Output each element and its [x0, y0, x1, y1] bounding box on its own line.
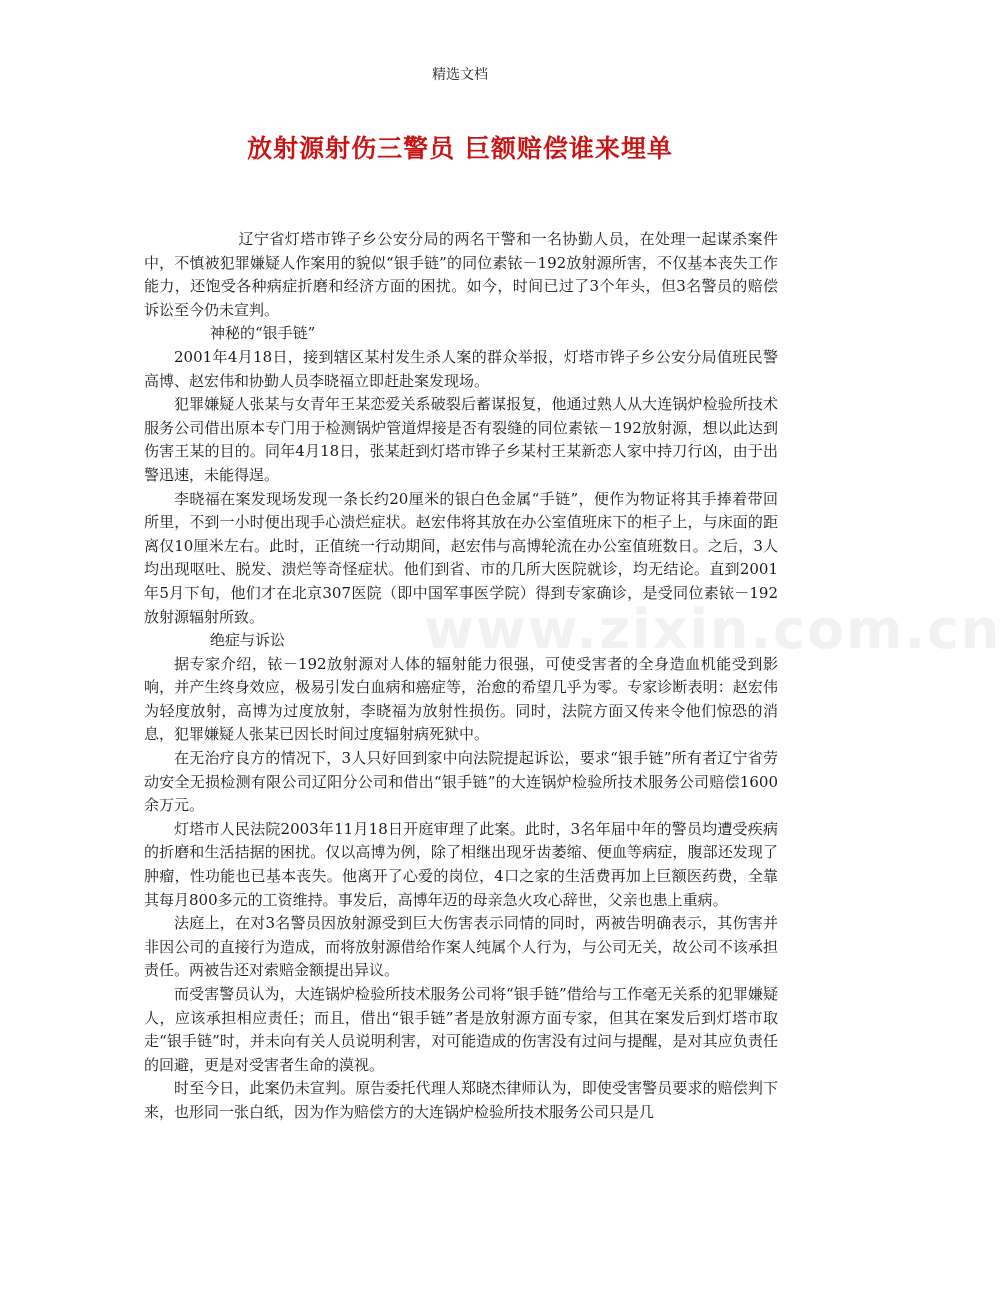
body-paragraph: 据专家介绍，铱－192放射源对人体的辐射能力很强，可使受害者的全身造血机能受到影响，并产生终身效应，极易引发白血病和癌症等，治愈的希望几乎为零。专家诊断表明：赵宏伟为轻度放射，高博为过度放射，李晓福为放射性损伤。同时，法院方面又传来令他们惊恐的消息，犯罪嫌疑人张某已因长时间过度辐射病死狱中。	[144, 654, 778, 744]
body-paragraph: 辽宁省灯塔市铧子乡公安分局的两名干警和一名协勤人员，在处理一起谋杀案件中，不慎被犯罪嫌疑人作案用的貌似“银手链”的同位素铱－192放射源所害，不仅基本丧失工作能力，还饱受各种病症折磨和经济方面的困扰。如今，时间已过了3个年头，但3名警员的赔偿诉讼至今仍未宣判。	[144, 230, 778, 319]
watermark: www.zixin.com.cn	[424, 598, 1001, 661]
body-paragraph: 时至今日，此案仍未宣判。原告委托代理人郑晓杰律师认为，即使受害警员要求的赔偿判下来，也形同一张白纸，因为作为赔偿方的大连锅炉检验所技术服务公司只是几	[144, 1079, 778, 1121]
page-header: 精选文档	[432, 67, 488, 83]
body-paragraph: 法庭上，在对3名警员因放射源受到巨大伤害表示同情的同时，两被告明确表示，其伤害并非因公司的直接行为造成，而将放射源借给作案人纯属个人行为，与公司无关，故公司不该承担责任。两被告还对索赔金额提出异议。	[144, 914, 778, 980]
section-heading: 神秘的“银手链”	[210, 324, 316, 343]
section-heading: 绝症与诉讼	[210, 631, 286, 650]
body-paragraph: 灯塔市人民法院2003年11月18日开庭审理了此案。此时，3名年届中年的警员均遭受疾病的折磨和生活拮据的困扰。仅以高博为例，除了相继出现牙齿萎缩、便血等病症，腹部还发现了肿瘤，性功能也已基本丧失。他离开了心爱的岗位，4口之家的生活费再加上巨额医药费，全靠其每月800多元的工资维持。事发后，高博年迈的母亲急火攻心辞世，父亲也患上重病。	[144, 819, 778, 909]
body-paragraph: 而受害警员认为，大连锅炉检验所技术服务公司将“银手链”借给与工作毫无关系的犯罪嫌疑人，应该承担相应责任；而且，借出“银手链”者是放射源方面专家，但其在案发后到灯塔市取走“银手链”时，并未向有关人员说明利害，对可能造成的伤害没有过问与提醒，是对其应负责任的回避，更是对受害者生命的漠视。	[144, 985, 778, 1074]
body-paragraph: 2001年4月18日，接到辖区某村发生杀人案的群众举报，灯塔市铧子乡公安分局值班民警高博、赵宏伟和协勤人员李晓福立即赶赴案发现场。	[144, 347, 778, 390]
body-paragraph: 李晓福在案发现场发现一条长约20厘米的银白色金属“手链”，便作为物证将其手捧着带回所里，不到一小时便出现手心溃烂症状。赵宏伟将其放在办公室值班床下的柜子上，与床面的距离仅10厘米左右。此时，正值统一行动期间，赵宏伟与高博轮流在办公室值班数日。之后，3人均出现呕吐、脱发、溃烂等奇怪症状。他们到省、市的几所大医院就诊，均无结论。直到2001年5月下旬，他们才在北京307医院（即中国军事医学院）得到专家确诊，是受同位素铱－192放射源辐射所致。	[144, 489, 778, 626]
body-paragraph: 犯罪嫌疑人张某与女青年王某恋爱关系破裂后蓄谋报复，他通过熟人从大连锅炉检验所技术服务公司借出原本专门用于检测锅炉管道焊接是否有裂缝的同位素铱－192放射源，想以此达到伤害王某的目的。同年4月18日，张某赶到灯塔市铧子乡某村王某新恋人家中持刀行凶，由于出警迅速，未能得逞。	[144, 395, 778, 484]
body-paragraph: 在无治疗良方的情况下，3人只好回到家中向法院提起诉讼，要求“银手链”所有者辽宁省劳动安全无损检测有限公司辽阳分公司和借出“银手链”的大连锅炉检验所技术服务公司赔偿1600余万元。	[144, 749, 778, 815]
article-body	[144, 228, 778, 1125]
article-title: 放射源射伤三警员 巨额赔偿谁来埋单	[247, 133, 673, 163]
